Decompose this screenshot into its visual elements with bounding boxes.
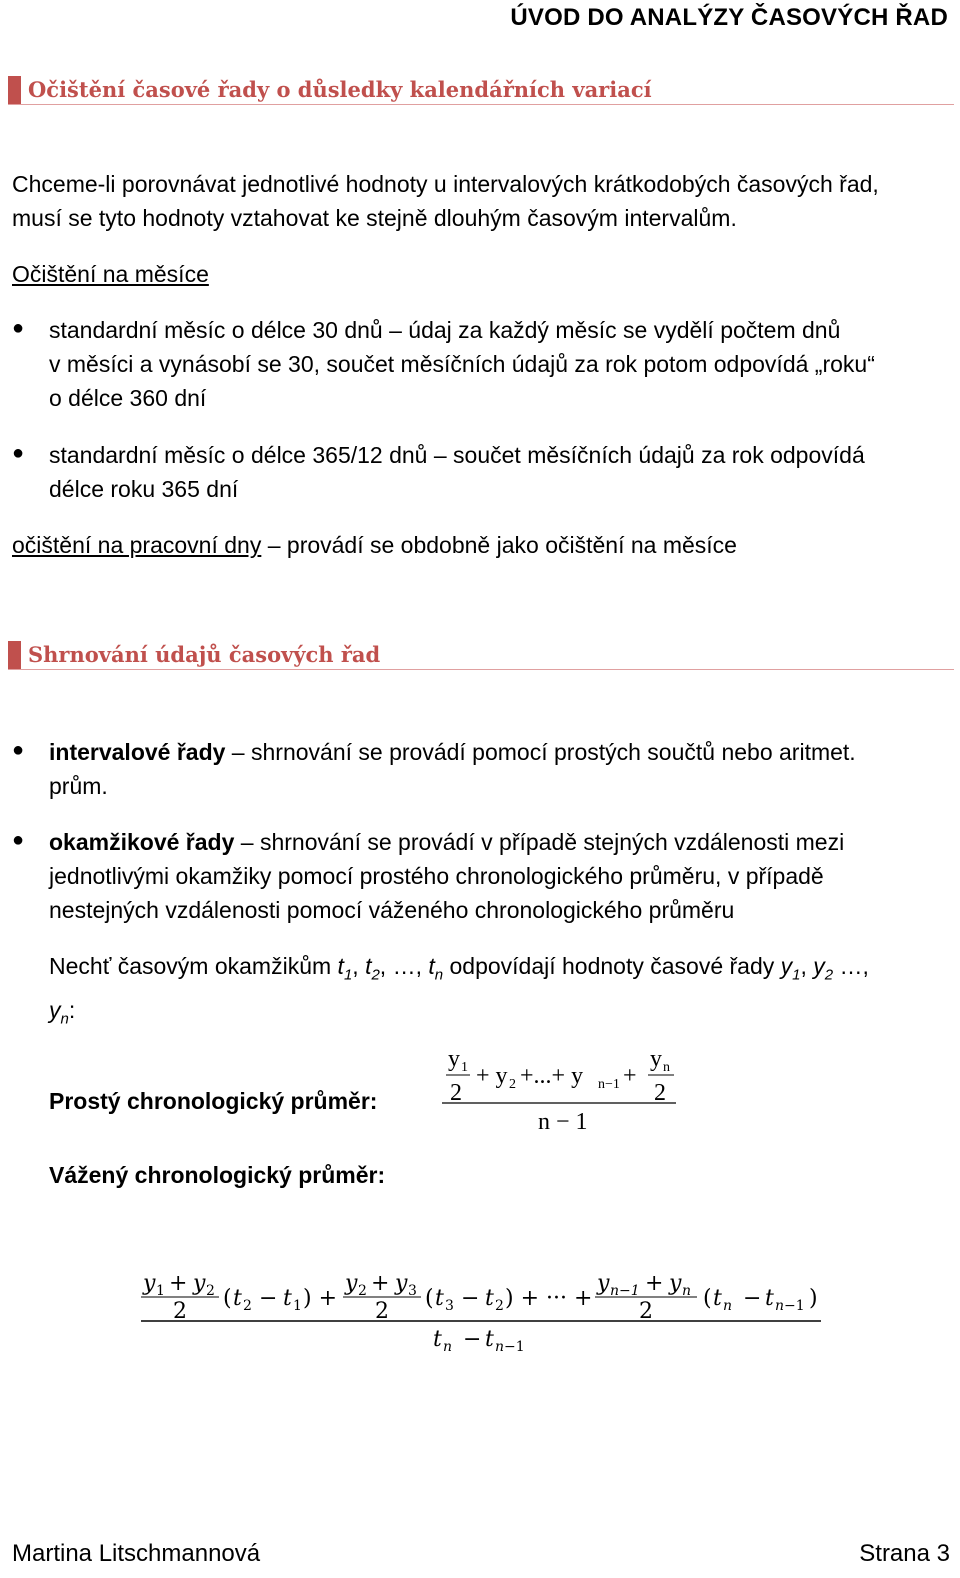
svg-text:+: + [623, 1063, 637, 1089]
svg-text:t: t [765, 1286, 774, 1311]
weighted-mean-label: Vážený chronologický průměr: [49, 1162, 386, 1188]
bullet-dot-icon: ● [12, 829, 25, 851]
intro-paragraph [12, 167, 952, 235]
svg-text:1: 1 [461, 1060, 468, 1075]
svg-text:+: + [169, 1271, 188, 1296]
list-item-instant-series [49, 825, 950, 927]
svg-text:t: t [485, 1286, 494, 1311]
svg-text:+: + [645, 1271, 664, 1296]
svg-text:t: t [433, 1327, 442, 1352]
bullet-dot-icon: ● [12, 442, 25, 464]
svg-text:n: n [610, 1283, 620, 1299]
svg-text:3: 3 [408, 1283, 417, 1299]
simple-mean-label: Prostý chronologický průměr: [49, 1088, 378, 1114]
bullet-dot-icon: ● [12, 739, 25, 761]
svg-text:2: 2 [173, 1299, 187, 1324]
list-item-line: jednotlivými okamžiky pomocí prostého chronologického průměru, v případě [49, 863, 824, 889]
svg-text:n: n [723, 1298, 733, 1314]
footer-author: Martina Litschmannová [12, 1540, 261, 1567]
svg-text:n: n [775, 1298, 785, 1314]
definition-line-1: Nechť časovým okamžikům $t_1$, $t_2$, …, $t_n$ odpovídají hodnoty časové řady $y_1$, $y_2$ …, [49, 953, 869, 984]
svg-text:n: n [682, 1283, 692, 1299]
svg-text:+: + [371, 1271, 390, 1296]
svg-text:y: y [669, 1271, 682, 1296]
svg-text:2: 2 [509, 1077, 516, 1092]
svg-text:y: y [345, 1271, 358, 1296]
weighted-mean-formula [135, 1262, 835, 1362]
svg-text:−: − [743, 1286, 762, 1311]
simple-mean-formula [430, 1040, 690, 1140]
svg-text:+ y: + y [476, 1063, 508, 1089]
svg-text:n: n [663, 1060, 670, 1075]
svg-text:y: y [650, 1046, 662, 1072]
definition-paragraph [49, 949, 950, 1036]
svg-text:) + ··· +: ) + ··· + [505, 1286, 593, 1311]
list-item-line: délce roku 365 dní [49, 476, 239, 502]
workdays-paragraph [12, 528, 737, 562]
section-heading-text: Očištění časové řady o důsledky kalendářních variací [28, 77, 652, 102]
svg-text:1: 1 [156, 1283, 165, 1299]
svg-text:): ) [809, 1286, 818, 1311]
svg-text:n: n [495, 1339, 505, 1355]
svg-text:y: y [193, 1271, 206, 1296]
svg-text:−1: −1 [619, 1283, 640, 1299]
svg-text:2: 2 [243, 1298, 252, 1314]
section-heading-text: Shrnování údajů časových řad [28, 642, 381, 667]
svg-text:t: t [435, 1286, 444, 1311]
bullet-dot-icon: ● [12, 317, 25, 339]
svg-text:(: ( [425, 1286, 434, 1311]
list-item-line: prům. [49, 773, 108, 799]
term-instant-series: okamžikové řady [49, 829, 235, 855]
svg-text:y: y [143, 1271, 156, 1296]
list-item-line: v měsíci a vynásobí se 30, součet měsíčních údajů za rok potom odpovídá „roku“ [49, 351, 875, 377]
list-item-line: standardní měsíc o délce 30 dnů – údaj za každý měsíc se vydělí počtem dnů [49, 317, 841, 343]
heading-accent-bar [8, 76, 21, 104]
svg-text:t: t [713, 1286, 722, 1311]
svg-text:n−1: n−1 [598, 1077, 620, 1092]
svg-text:−: − [259, 1286, 278, 1311]
svg-text:y: y [395, 1271, 408, 1296]
svg-text:n: n [443, 1339, 453, 1355]
svg-text:2: 2 [375, 1299, 389, 1324]
definition-line-2: $y_n$: [49, 996, 76, 1028]
subheading-months: Očištění na měsíce [12, 261, 209, 287]
svg-text:3: 3 [445, 1298, 454, 1314]
svg-text:2: 2 [450, 1080, 462, 1106]
svg-text:n − 1: n − 1 [538, 1109, 588, 1135]
svg-text:2: 2 [358, 1283, 367, 1299]
svg-text:−: − [461, 1286, 480, 1311]
svg-text:y: y [448, 1046, 460, 1072]
svg-text:2: 2 [206, 1283, 215, 1299]
svg-text:t: t [485, 1327, 494, 1352]
svg-text:(: ( [223, 1286, 232, 1311]
svg-text:t: t [283, 1286, 292, 1311]
section-heading-calendar [8, 76, 954, 105]
svg-text:) +: ) + [303, 1286, 338, 1311]
list-item-30-days [49, 313, 950, 415]
svg-text:2: 2 [654, 1080, 666, 1106]
term-interval-series: intervalové řady [49, 739, 226, 765]
svg-text:−1: −1 [504, 1339, 525, 1355]
svg-text:t: t [233, 1286, 242, 1311]
svg-text:−: − [463, 1327, 482, 1352]
svg-text:1: 1 [293, 1298, 302, 1314]
svg-text:2: 2 [639, 1299, 653, 1324]
workdays-term: očištění na pracovní dny [12, 532, 262, 558]
intro-line-2: musí se tyto hodnoty vztahovat ke stejně dlouhým časovým intervalům. [12, 205, 737, 231]
svg-text:2: 2 [495, 1298, 504, 1314]
list-item-line: standardní měsíc o délce 365/12 dnů – součet měsíčních údajů za rok odpovídá [49, 442, 865, 468]
list-item-line: – shrnování se provádí pomocí prostých součtů nebo aritmet. [225, 739, 856, 765]
intro-line-1: Chceme-li porovnávat jednotlivé hodnoty u intervalových krátkodobých časových řad, [12, 171, 879, 197]
list-item-line: nestejných vzdálenosti pomocí váženého chronologického průměru [49, 897, 735, 923]
page-header-title: ÚVOD DO ANALÝZY ČASOVÝCH ŘAD [510, 4, 948, 31]
svg-text:+...+ y: +...+ y [520, 1063, 584, 1089]
workdays-description: – provádí se obdobně jako očištění na měsíce [261, 532, 737, 558]
list-item-365-12-days [49, 438, 950, 506]
footer-page-number: Strana 3 [859, 1540, 950, 1567]
svg-text:y: y [597, 1271, 610, 1296]
list-item-interval-series [49, 735, 950, 803]
section-heading-summarization [8, 641, 954, 670]
svg-text:−1: −1 [784, 1298, 805, 1314]
svg-text:(: ( [703, 1286, 712, 1311]
list-item-line: o délce 360 dní [49, 385, 207, 411]
list-item-line: – shrnování se provádí v případě stejných vzdálenosti mezi [234, 829, 845, 855]
heading-accent-bar [8, 641, 21, 669]
